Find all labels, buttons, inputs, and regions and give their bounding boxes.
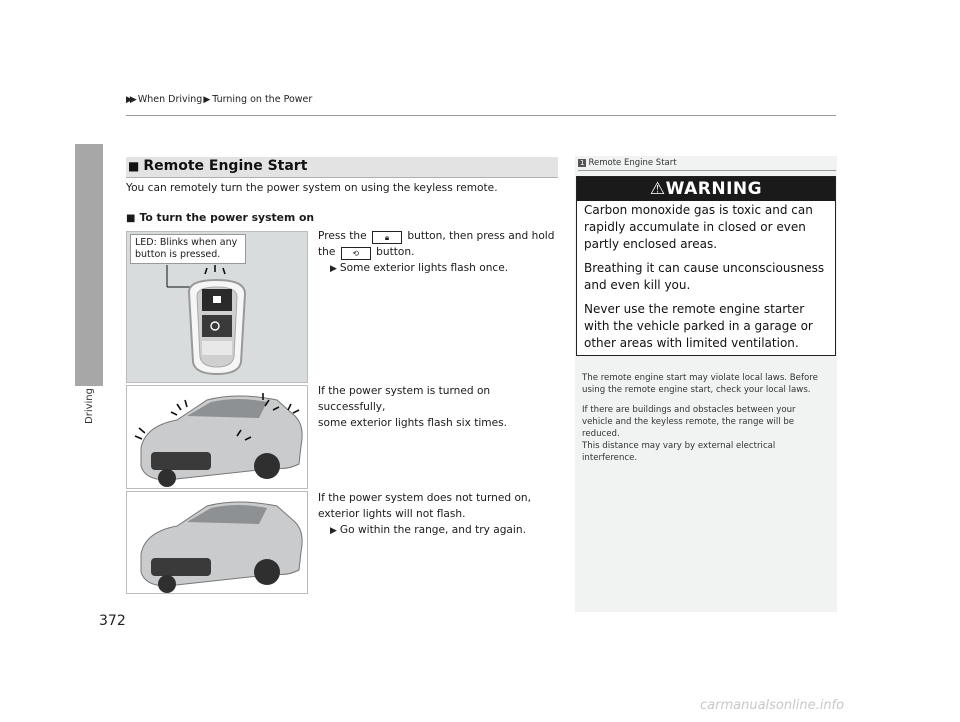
breadcrumb-arrow-icon: ▶▶ <box>126 95 134 105</box>
car-no-flash-figure <box>126 491 308 594</box>
step-failure: If the power system does not turned on, exterior lights will not flash. ▶ Go within the range, and try again. <box>318 492 532 536</box>
page-number: 372 <box>99 613 126 629</box>
chapter-tab <box>75 144 103 386</box>
car-lights-flashing-figure <box>126 385 308 489</box>
chapter-label: Driving <box>84 388 95 424</box>
step-press-buttons: Press the 🔒︎ button, then press and hold the ⟲ button. ▶ Some exterior lights flash once. <box>318 230 555 274</box>
warning-header: ⚠WARNING <box>577 177 835 201</box>
breadcrumb <box>126 94 312 105</box>
header-divider <box>126 115 836 116</box>
subheading: ■ To turn the power system on <box>126 211 315 224</box>
breadcrumb-item-turning-on-power[interactable]: Turning on the Power <box>212 94 313 105</box>
note-paragraph: If there are buildings and obstacles between your vehicle and the keyless remote, the range will be reduced. This distance may vary by external electrical interference. <box>582 405 796 463</box>
warning-text-2: Breathing it can cause unconsciousness and even kill you. <box>584 261 825 292</box>
remote-start-button-icon: ⟲ <box>341 247 371 260</box>
intro-text: You can remotely turn the power system on using the keyless remote. <box>126 182 498 194</box>
car-illustration-flashing <box>127 386 307 488</box>
square-bullet-icon: ■ <box>126 213 136 224</box>
lock-button-icon: 🔒︎ <box>372 231 402 244</box>
warning-text-3: Never use the remote engine starter with the vehicle parked in a garage or other areas with limited ventilation. <box>584 302 813 350</box>
square-bullet-icon: ■ <box>128 159 140 173</box>
side-note-text <box>582 372 822 472</box>
breadcrumb-arrow-icon: ▶ <box>203 95 211 105</box>
car-illustration-no-flash <box>127 492 307 593</box>
arrow-bullet-icon: ▶ <box>330 264 337 274</box>
section-underline <box>126 177 558 178</box>
side-note-title: 1 Remote Engine Start <box>580 158 677 168</box>
section-title: ■ Remote Engine Start <box>128 158 308 174</box>
breadcrumb-item-when-driving[interactable]: When Driving <box>137 94 203 105</box>
side-note-divider <box>578 170 836 171</box>
watermark: carmanualsonline.info <box>700 698 845 713</box>
warning-triangle-icon: ⚠ <box>649 179 666 199</box>
warning-text-1: Carbon monoxide gas is toxic and can rapidly accumulate in closed or even partly enclosed areas. <box>584 203 813 251</box>
led-callout: LED: Blinks when any button is pressed. <box>130 234 246 264</box>
step-success: If the power system is turned on successfully, some exterior lights flash six times. <box>318 385 508 429</box>
note-paragraph: The remote engine start may violate local laws. Before using the remote engine start, check your local laws. <box>582 373 818 395</box>
arrow-bullet-icon: ▶ <box>330 526 337 536</box>
